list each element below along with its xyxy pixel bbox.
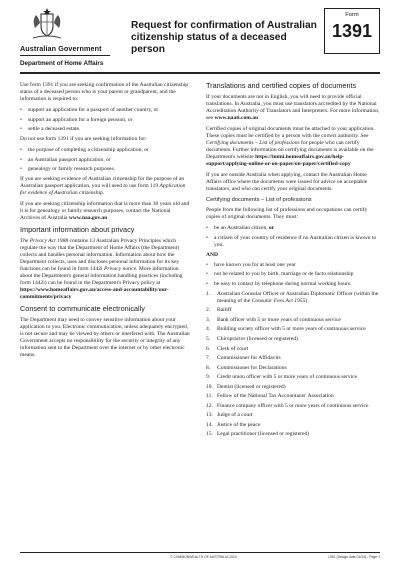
government-name: Australian Government bbox=[20, 44, 102, 53]
privacy-policy-link[interactable]: https://www.homeaffairs.gov.au/access-and-accountability/our-commitments/privacy bbox=[20, 287, 169, 301]
list-item: 9. Credit union officer with 5 or more years of continuous service bbox=[206, 374, 358, 381]
professions-intro: People from the following list of professions and occupations can certify copies of original documents. They must: bbox=[206, 207, 368, 221]
list-item: 7. Commissioner for Affidavits bbox=[206, 355, 281, 362]
list-item: • be easy to contact by telephone during normal working hours. bbox=[206, 281, 380, 288]
naa-link[interactable]: www.naa.gov.au bbox=[68, 215, 108, 222]
list-item: 12. Finance company officer with 5 or more years of continuous service bbox=[206, 402, 369, 409]
naati-link[interactable]: www.naati.com.au bbox=[214, 114, 259, 121]
list-item: 13. Judge of a court bbox=[206, 412, 253, 419]
and-label: AND bbox=[206, 251, 219, 258]
list-item: • a citizen of your country of residence if no Australian citizen is known to you. bbox=[206, 235, 380, 249]
conditions-list bbox=[206, 262, 380, 288]
copyright: © COMMONWEALTH OF AUSTRALIA 2024 bbox=[170, 555, 237, 559]
list-item: 11. Fellow of the National Tax Accountants' Association bbox=[206, 393, 334, 400]
certified-copy-link[interactable]: https://immi.homeaffairs.gov.au/help-support/applying-online-or-on-paper/on-paper/certified-copy bbox=[206, 153, 351, 167]
list-item: 1. Australian Consular Officer or Australian Diplomatic Officer (within the meaning of the Consular Fees Act 1955) bbox=[206, 290, 379, 304]
outside-australia-text: If you are outside Australia when applying, contact the Australian Home Affairs office where the documents were issued for advice on acceptable translators, and who can certify your original documents. bbox=[206, 171, 368, 193]
coat-of-arms-icon bbox=[29, 8, 65, 42]
archives-text: If you are seeking citizenship information that is more than 30 years old and it is for genealogy or family research purposes, contact the National Archives of Australia www.naa.gov.au bbox=[20, 201, 190, 222]
footer-rule bbox=[20, 552, 380, 553]
list-item: 5. Chiropractor (licensed or registered) bbox=[206, 335, 298, 342]
consent-heading: Consent to communicate electronically bbox=[20, 304, 145, 314]
use-list bbox=[20, 107, 190, 133]
do-not-use-text: Do not use form 1391 if you are seeking information for: bbox=[20, 136, 147, 143]
professions-heading: Certifying documents – List of professions bbox=[206, 197, 312, 204]
list-item: 2. Bailiff bbox=[206, 307, 232, 314]
list-item: • settle a deceased estate. bbox=[20, 126, 190, 133]
privacy-text: The Privacy Act 1988 contains 13 Australian Privacy Principles which regulate the way that the Department of Home Affairs (the Department) collects and handles personal information. Information about how the Department collects, uses and discloses personal information for its key functions can be found in form 1442i Privacy notice. More information about the Department's general information handling practices (including form 1442i) can be found in the Department's Privacy policy at https://www.homeaffairs.gov.au/access-and-accountability/our-commitments/privacy bbox=[20, 237, 183, 301]
evidence-text: If you are seeking evidence of Australian citizenship for the purpose of an Australian passport application, you will need to use form 119 Application for evidence of Australian citizenship. bbox=[20, 176, 186, 197]
left-column bbox=[20, 82, 190, 363]
translations-text: If your documents are not in English, you will need to provide official translations. In Australia, you must use translators accredited by the National Accreditation Authority of Translators and Interpreters. For more information, see www.naati.com.au bbox=[206, 93, 380, 121]
consent-text: The Department may need to convey sensitive information about your application to you. Electronic communication, unless adequately encrypted, is not secure and may be viewed by others or interfered with. The Australian Government accepts no responsibility for the security or integrity of any information sent to the Department over the internet or by other electronic means. bbox=[20, 316, 190, 358]
intro-text: Use form 1391 if you are seeking confirmation of the Australian citizenship status of a deceased person who is your parent or grandparent, and the information is required to: bbox=[20, 82, 189, 103]
list-item: 4. Building society officer with 5 or more years of continuous service bbox=[206, 326, 366, 333]
list-item: 14. Justice of the peace bbox=[206, 421, 261, 428]
form-number: 1391 bbox=[331, 21, 373, 41]
header-divider bbox=[20, 55, 110, 56]
form-119-link[interactable]: Application for evidence of Australian citizenship. bbox=[20, 183, 186, 197]
professions-list bbox=[206, 291, 380, 439]
form-title: Request for confirmation of Australian citizenship status of a deceased person bbox=[131, 20, 317, 55]
list-item: • support an application for a passport of another country, or bbox=[20, 107, 190, 114]
right-column bbox=[206, 82, 380, 441]
translations-heading: Translations and certified copies of documents bbox=[206, 81, 357, 90]
must-list bbox=[206, 225, 380, 249]
list-item: • have known you for at least one year bbox=[206, 262, 380, 269]
list-item: 6. Clerk of court bbox=[206, 345, 249, 352]
list-item: 3. Bank officer with 5 or more years of continuous service bbox=[206, 316, 341, 323]
list-item: • be an Australian citizen, or bbox=[206, 225, 380, 232]
header-rule bbox=[20, 72, 380, 74]
not-use-list bbox=[20, 147, 190, 173]
list-item: 15. Legal practitioner (licensed or registered) bbox=[206, 431, 310, 438]
department-name: Department of Home Affairs bbox=[20, 60, 104, 67]
certified-copies-text: Certified copies of original documents must be attached to your application. These copies must be certified by a person with the correct authority. See Certifying documents – List of professions for people who can certify documents. Further information on certifying documents is available on the Department's website https://immi.homeaffairs.gov.au/help-support/applying-online-or-on-paper/on-paper/certified-copy bbox=[206, 125, 375, 167]
list-item: • an Australian passport application, or bbox=[20, 157, 190, 164]
list-item: • not be related to you by birth, marriage or de facto relationship bbox=[206, 271, 380, 278]
form-number-box bbox=[324, 8, 380, 54]
list-item: • the purpose of completing a citizenship application, or bbox=[20, 147, 190, 154]
list-item: • support an application for a foreign pension, or bbox=[20, 117, 190, 124]
page-number: 1391 (Design date 01/24) - Page 1 bbox=[327, 555, 380, 559]
header bbox=[20, 8, 380, 67]
privacy-heading: Important information about privacy bbox=[20, 225, 135, 235]
list-item: 8. Commissioner for Declarations bbox=[206, 364, 287, 371]
form-label: Form bbox=[345, 12, 359, 18]
list-item: 10. Dentist (licensed or registered) bbox=[206, 383, 286, 390]
list-item: • genealogy or family research purposes. bbox=[20, 166, 190, 173]
